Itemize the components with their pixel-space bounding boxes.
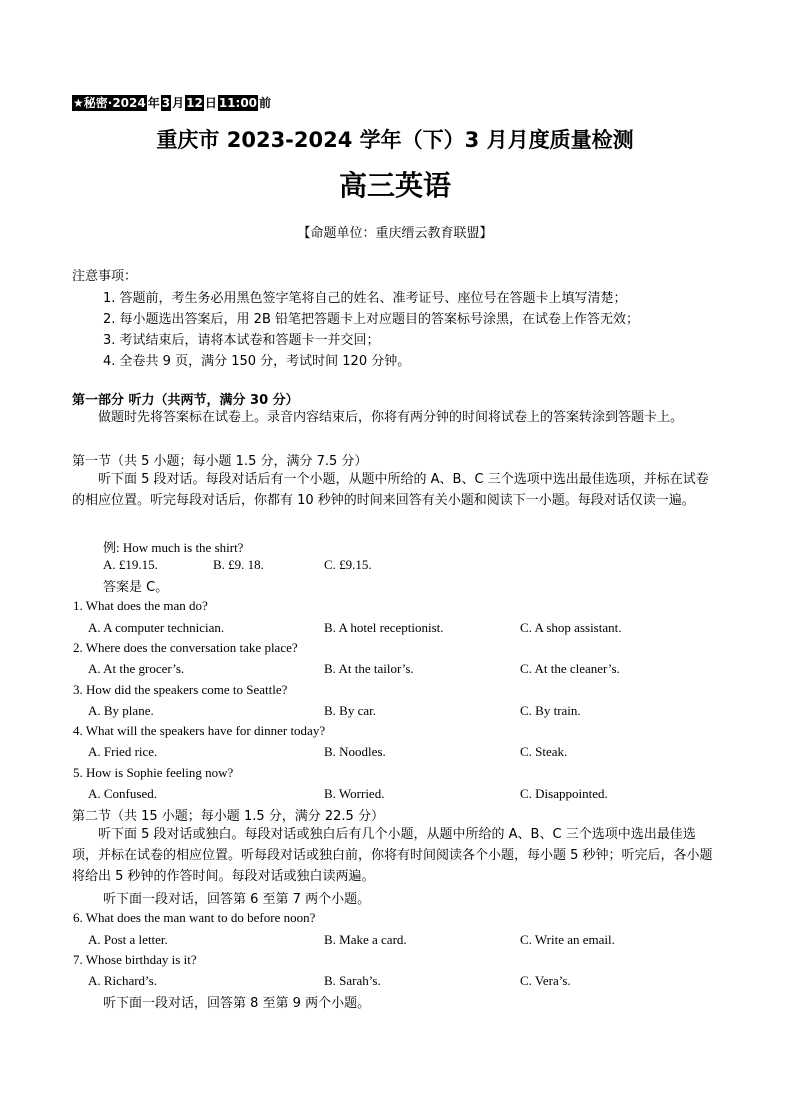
option-b: B. At the tailor’s. [324, 661, 414, 676]
notes-heading: 注意事项： [72, 269, 138, 284]
confidential-marker [72, 95, 272, 111]
example-option: C. £9.15. [324, 557, 372, 572]
example-answer: 答案是 C。 [103, 580, 169, 595]
option-b: B. Make a card. [324, 932, 407, 947]
option-a: A. Fried rice. [88, 744, 158, 759]
option-a: A. Richard’s. [88, 973, 157, 988]
confidential-part: 日 [204, 96, 217, 110]
option-c: C. By train. [520, 703, 581, 718]
section2-intro: 听下面 5 段对话或独白。每段对话或独白后有几个小题，从题中所给的 A、B、C 三个选项中选出最佳选项，并标在试卷的相应位置。听每段对话或独白前，你将有时间阅读各个小题，每小题 5 秒钟；听完后，各小题将给出 5 秒钟的作答时间。每段对话或独白读两遍。 [72, 827, 713, 884]
option-c: C. Vera’s. [520, 973, 571, 988]
option-b: B. Worried. [324, 786, 385, 801]
exam-unit: 【命题单位：重庆缙云教育联盟】 [297, 226, 493, 241]
option-a: A. At the grocer’s. [88, 661, 185, 676]
section1-heading: 第一节（共 5 小题；每小题 1.5 分，满分 7.5 分） [72, 454, 368, 469]
option-c: C. Disappointed. [520, 786, 608, 801]
example-question: 例: How much is the shirt? [103, 540, 244, 555]
option-c: C. At the cleaner’s. [520, 661, 620, 676]
confidential-part: 月 [172, 96, 185, 110]
note-item: 4. 全卷共 9 页，满分 150 分，考试时间 120 分钟。 [103, 354, 411, 369]
option-b: B. Sarah’s. [324, 973, 381, 988]
question: 7. Whose birthday is it? [73, 952, 197, 967]
question: 6. What does the man want to do before noon? [73, 910, 316, 925]
option-c: C. Write an email. [520, 932, 615, 947]
option-c: C. A shop assistant. [520, 620, 622, 635]
option-a: A. Post a letter. [88, 932, 168, 947]
subject-title: 高三英语 [338, 169, 451, 202]
part1-intro: 做题时先将答案标在试卷上。录音内容结束后，你将有两分钟的时间将试卷上的答案转涂到答题卡上。 [98, 410, 684, 425]
option-c: C. Steak. [520, 744, 568, 759]
question: 4. What will the speakers have for dinner today? [73, 723, 326, 738]
option-a: A. A computer technician. [88, 620, 225, 635]
example-option: A. £19.15. [103, 557, 158, 572]
note-item: 3. 考试结束后，请将本试卷和答题卡一并交回； [103, 333, 380, 348]
section1-intro: 听下面 5 段对话。每段对话后有一个小题，从题中所给的 A、B、C 三个选项中选出最佳选项，并标在试卷的相应位置。听完每段对话后，你都有 10 秒钟的时间来回答有关小题和阅读下一小题。每段对话仅读一遍。 [72, 472, 709, 508]
option-b: B. A hotel receptionist. [324, 620, 444, 635]
confidential-part: 年 [147, 96, 160, 110]
question: 1. What does the man do? [73, 598, 208, 613]
confidential-part: 3 [161, 96, 171, 110]
option-a: A. By plane. [88, 703, 154, 718]
confidential-part: 前 [259, 96, 272, 110]
part1-heading: 第一部分 听力（共两节，满分 30 分） [72, 393, 299, 408]
confidential-part: 11:00 [218, 96, 258, 110]
option-b: B. Noodles. [324, 744, 386, 759]
option-b: B. By car. [324, 703, 376, 718]
confidential-part: ★秘密·2024 [73, 96, 146, 110]
question: 5. How is Sophie feeling now? [73, 765, 234, 780]
note-item: 1. 答题前，考生务必用黑色签字笔将自己的姓名、准考证号、座位号在答题卡上填写清楚； [103, 291, 627, 306]
section2-heading: 第二节（共 15 小题；每小题 1.5 分，满分 22.5 分） [72, 809, 384, 824]
note-item: 2. 每小题选出答案后，用 2B 铅笔把答题卡上对应题目的答案标号涂黑，在试卷上作答无效； [103, 312, 639, 327]
dialog-intro: 听下面一段对话，回答第 6 至第 7 两个小题。 [103, 892, 371, 907]
confidential-part: 12 [186, 96, 203, 110]
example-option: B. £9. 18. [213, 557, 264, 572]
option-a: A. Confused. [88, 786, 157, 801]
question: 3. How did the speakers come to Seattle? [73, 682, 288, 697]
exam-title: 重庆市 2023-2024 学年（下）3 月月度质量检测 [156, 128, 634, 152]
question: 2. Where does the conversation take place? [73, 640, 298, 655]
dialog-intro: 听下面一段对话，回答第 8 至第 9 两个小题。 [103, 996, 371, 1011]
